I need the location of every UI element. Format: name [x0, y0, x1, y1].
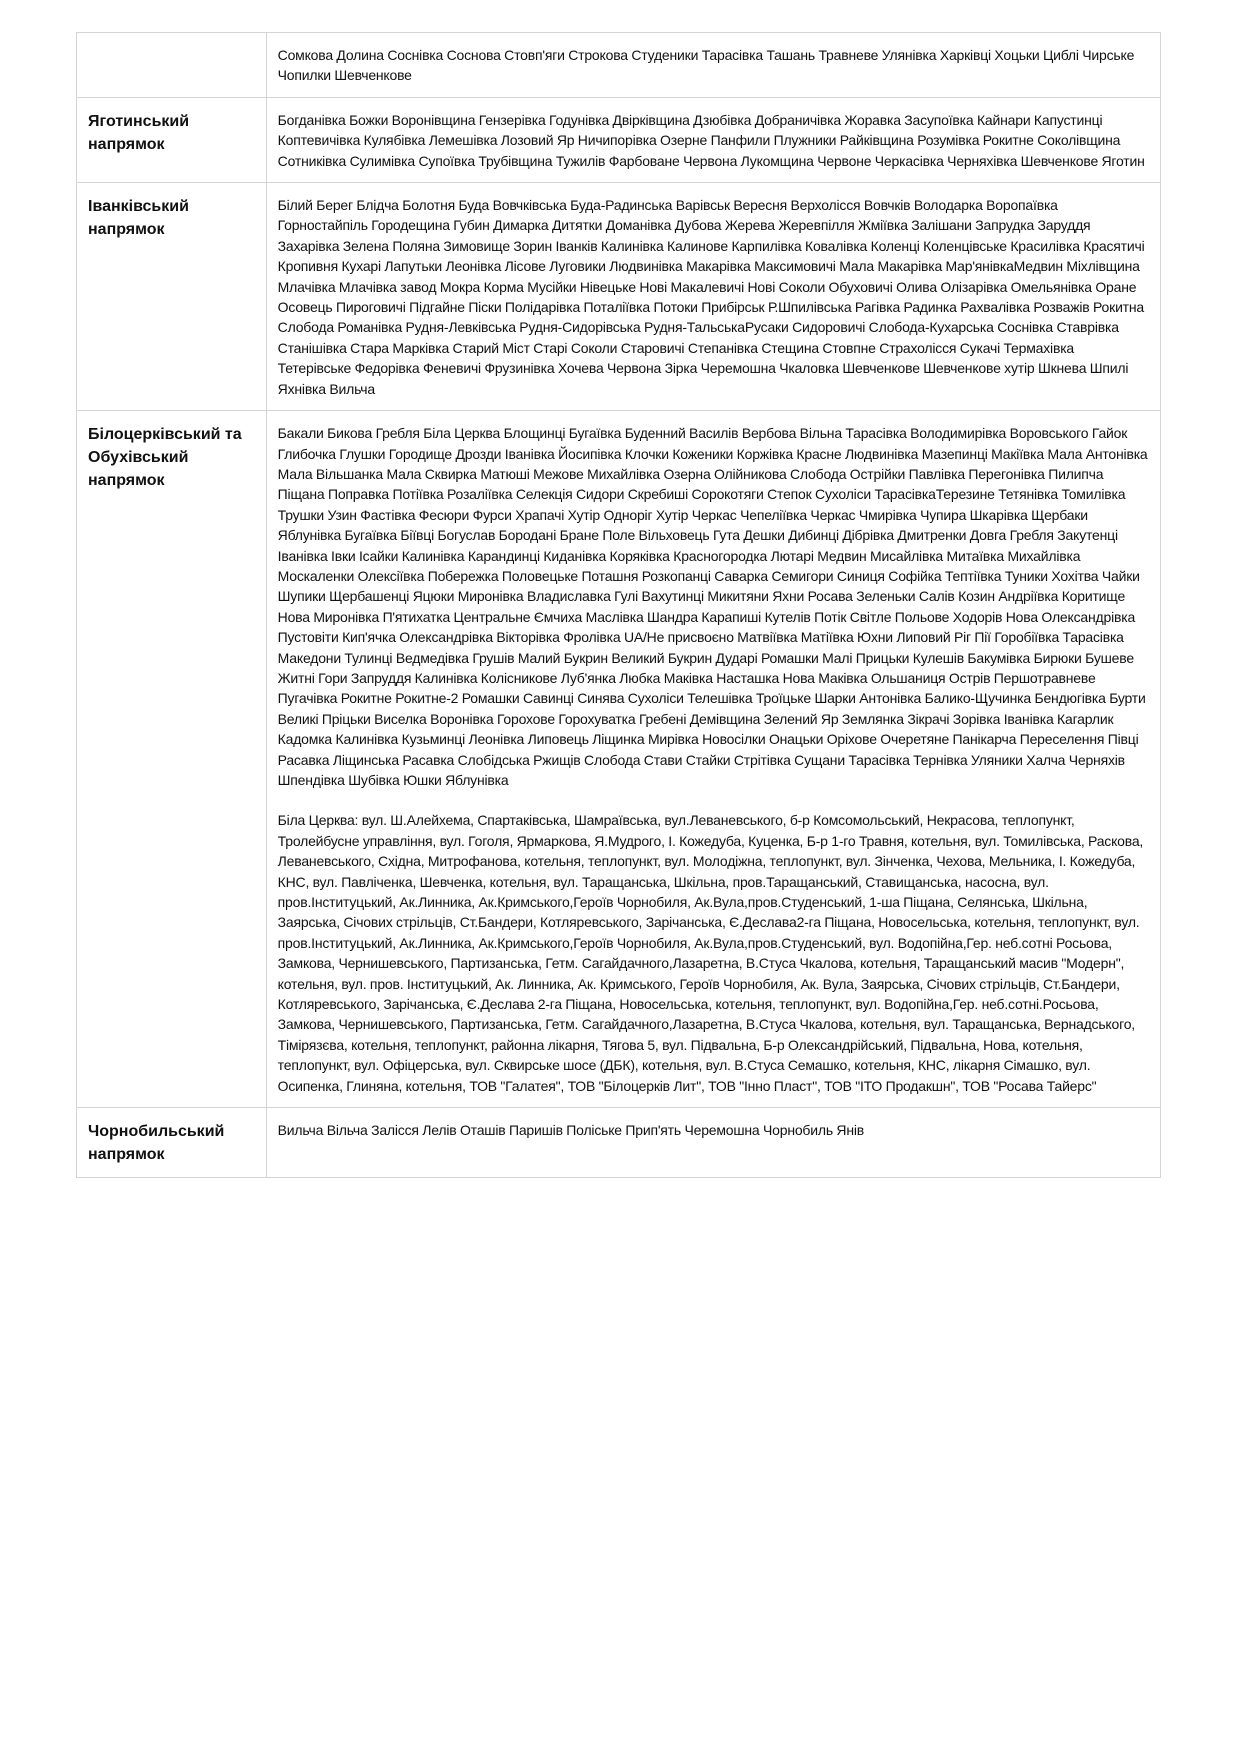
settlements-list [266, 183, 1160, 411]
table-row [77, 411, 1161, 1108]
settlements-text: Богданівка Божки Воронівщина Гензерівка Годунівка Двірківщина Дзюбівка Добраничівка Жоравка Засупоївка Кайнари Капустинці Коптевичівка Кулябівка Лемешівка Лозовий Яр Ничипорівка Озерне Панфили Плужники Райківщина Розумівка Рокитне Соколівщина Сотниківка Сулимівка Супоївка Трубівщина Тужилів Фарбоване Червона Лукомщина Червоне Черкасівка Черняхівка Шевченкове Яготин [277, 111, 1145, 169]
settlements-list [266, 97, 1160, 182]
table-row [77, 183, 1161, 411]
table-row [77, 97, 1161, 182]
direction-name: Білоцерківський та Обухівський напрямок [77, 411, 267, 1108]
outage-directions-table [76, 32, 1161, 1178]
direction-name: Яготинський напрямок [77, 97, 267, 182]
settlements-text: Сомкова Долина Соснівка Соснова Стовп'яги Строкова Студеники Тарасівка Ташань Травневе Улянівка Харківці Хоцьки Циблі Чирське Чопилки Шевченкове [277, 47, 1135, 84]
direction-name: Іванківський напрямок [77, 183, 267, 411]
settlements-list [266, 1108, 1160, 1178]
direction-name: Чорнобильський напрямок [77, 1108, 267, 1178]
table-row [77, 1108, 1161, 1178]
table-row [77, 33, 1161, 98]
settlements-text: Бакали Бикова Гребля Біла Церква Блощинці Бугаївка Буденний Василів Вербова Вільна Тарасівка Володимирівка Воровського Гайок Глибочка Глушки Городище Дрозди Іванівка Йосипівка Клочки Коженики Коржівка Красне Людвинівка Мазепинці Макіївка Мала Антонівка Мала Вільшанка Мала Сквирка Матюші Межове Михайлівка Озерна Олійникова Слобода Острійки Павлівка Перегонівка Пилипча Піщана Поправка Потіївка Розаліївка Селекція Сидори Скребиші Сорокотяги Степок Сухоліси ТарасівкаТерезине Тетянівка Томилівка Трушки Узин Фастівка Фесюри Фурси Храпачі Хутір Одноріг Хутір Черкас Чепеліївка Черкас Чмирівка Чупира Шкарівка Щербаки Яблунівка Бугаївка Біївці Богуслав Бородані Бране Поле Вільховець Гута Дешки Дибинці Дібрівка Дмитренки Довга Гребля Закутенці Іванівка Івки Ісайки Калинівка Карандинці Киданівка Коряківка Красногородка Лютарі Медвин Мисайлівка Митаївка Михайлівка Москаленки Олексіївка Побережка Половецьке Поташня Розкопанці Саварка Семигори Синиця Софійка Тептіївка Туники Хохітва Чайки Шупики Щербашенці Яцюки Миронівка Владиславка Гулі Вахутинці Микитяни Яхни Росава Зеленьки Салів Козин Андріївка Коритище Нова Миронівка П'ятихатка Центральне Ємчиха Маслівка Шандра Карапиші Кутелів Потік Світле Польове Ходорів Нова Олександрівка Пустовіти Кип'ячка Олександрівка Вікторівка Фролівка UA/Не присвоєно Матвіївка Матіївка Юхни Липовий Ріг Пії Горобіївка Тарасівка Македони Тулинці Ведмедівка Грушів Малий Букрин Великий Букрин Дударі Ромашки Малі Прицьки Кулешів Бакумівка Бирюки Бушеве Житні Гори Запруддя Калинівка Колісникове Луб'янка Любка Маківка Насташка Нова Маківка Ольшаниця Острів Першотравневе Пугачівка Рокитне Рокитне-2 Ромашки Савинці Синява Сухоліси Телешівка Троїцьке Шарки Антонівка Балико-Щучинка Бендюгівка Бурти Великі Пріцьки Виселка Воронівка Горохове Горохуватка Гребені Демівщина Зелений Яр Землянка Зікрачі Зорівка Іванівка Кагарлик Кадомка Калинівка Кузьминці Леонівка Липовець Ліщинка Мирівка Новосілки Онацьки Оріхове Очеретяне Панікарча Переселення Півці Расавка Ліщинська Расавка Слобідська Ржищів Слобода Стави Стайки Стрітівка Сущани Тарасівка Тернівка Уляники Халча Черняхів Шпендівка Шубівка Юшки Яблунівка [277, 425, 1148, 788]
settlements-list [266, 411, 1160, 1108]
settlements-list [266, 33, 1160, 98]
city-streets-text: Біла Церква: вул. Ш.Алейхема, Спартаківська, Шамраївська, вул.Леваневського, б-р Комсомольський, Некрасова, теплопункт, Тролейбусне управління, вул. Гоголя, Ярмаркова, Я.Мудрого, І. Кожедуба, Куценка, Б-р 1-го Травня, котельня, вул. Томилівська, Раскова, Леваневського, Східна, Митрофанова, котельня, теплопункт, вул. Молодіжна, теплопункт, вул. Зінченка, Чехова, Мельника, І. Кожедуба, КНС, вул. Павліченка, Шевченка, котельня, вул. Таращанська, Шкільна, пров.Таращанський, Ставищанська, насосна, вул. пров.Інституцький, Ак.Линника, Ак.Кримського,Героїв Чорнобиля, Ак.Вула,пров.Студенський, 1-ша Піщана, Селянська, Шкільна, Заярська, Січових стрільців, Ст.Бандери, Котляревського, Зарічанська, Є.Деслава2-га Піщана, Новосельська, котельня, теплопункт, вул. пров.Інституцький, Ак.Линника, Ак.Кримського,Героїв Чорнобиля, Ак.Вула,пров.Студенський, вул. Водопійна,Гер. неб.сотні Росьова, Замкова, Чернишевського, Партизанська, Гетм. Сагайдачного,Лазаретна, В.Стуса Чкалова, котельня, Таращанський масив "Модерн", котельня, вул. пров. Інституцький, Ак. Линника, Ак. Кримського, Героїв Чорнобиля, Ак. Вула, Заярська, Січових стрільців, Ст.Бандери, Котляревського, Зарічанська, Є.Деслава 2-га Піщана, Новосельська, котельня, теплопункт, вул. Водопійна,Гер. неб.сотні.Росьова, Замкова, Чернишевського, Партизанська, Гетм. Сагайдачного,Лазаретна, В.Стуса Чкалова, котельня, вул. Таращанська, Вернадського, Тімірязєва, котельня, теплопункт, районна лікарня, Тягова 5, вул. Підвальна, Б-р Олександрійський, Підвальна, Нова, котельня, теплопункт, вул. Офіцерська, вул. Сквирське шосе (ДБК), котельня, вул. В.Стуса Семашко, котельня, КНС, лікарня Сімашко, вул. Осипенка, Глиняна, котельня, ТОВ "Галатея", ТОВ "Білоцерків Лит", ТОВ "Інно Пласт", ТОВ "ІТО Продакшн", ТОВ "Росава Тайерс" [277, 812, 1144, 1094]
settlements-text: Білий Берег Блідча Болотня Буда Вовчківська Буда-Радинська Варівськ Вересня Верхолісся Вовчків Володарка Воропаївка Горностайпіль Городещина Губин Димарка Дитятки Доманівка Дубова Жерева Жеревпілля Жміївка Залішани Запрудка Заруддя Захарівка Зелена Поляна Зимовище Зорин Іванків Калинівка Калинове Карпилівка Ковалівка Коленці Коленцівське Красилівка Красятичі Кропивня Кухарі Лапутьки Леонівка Лісове Луговики Людвинівка Макарівка Максимовичі Мала Макарівка Мар'янівкаМедвин Міхлівщина Млачівка Млачівка завод Мокра Корма Мусійки Нівецьке Нові Макалевичі Нові Соколи Обуховичі Олива Олізарівка Омельянівка Оране Осовець Пироговичі Підгайне Піски Полідарівка Поталіївка Потоки Прибірськ Р.Шпилівська Рагівка Радинка Рахвалівка Розважів Рокитна Слобода Романівка Рудня-Левківська Рудня-Сидорівська Рудня-ТальськаРусаки Сидоровичі Слобода-Кухарська Соснівка Ставрівка Станішівка Стара Марківка Старий Міст Старі Соколи Старовичі Степанівка Стещина Стовпне Страхолісся Сукачі Термахівка Тетерівське Федорівка Феневичі Фрузинівка Хочева Червона Зірка Черемошна Чкаловка Шевченкове Шевченкове хутір Шкнева Шпилі Яхнівка Вильча [277, 197, 1145, 397]
settlements-text: Вильча Вільча Залісся Лелів Оташів Паришів Поліське Прип'ять Черемошна Чорнобиль Янів [277, 1122, 865, 1139]
direction-name [77, 33, 267, 98]
